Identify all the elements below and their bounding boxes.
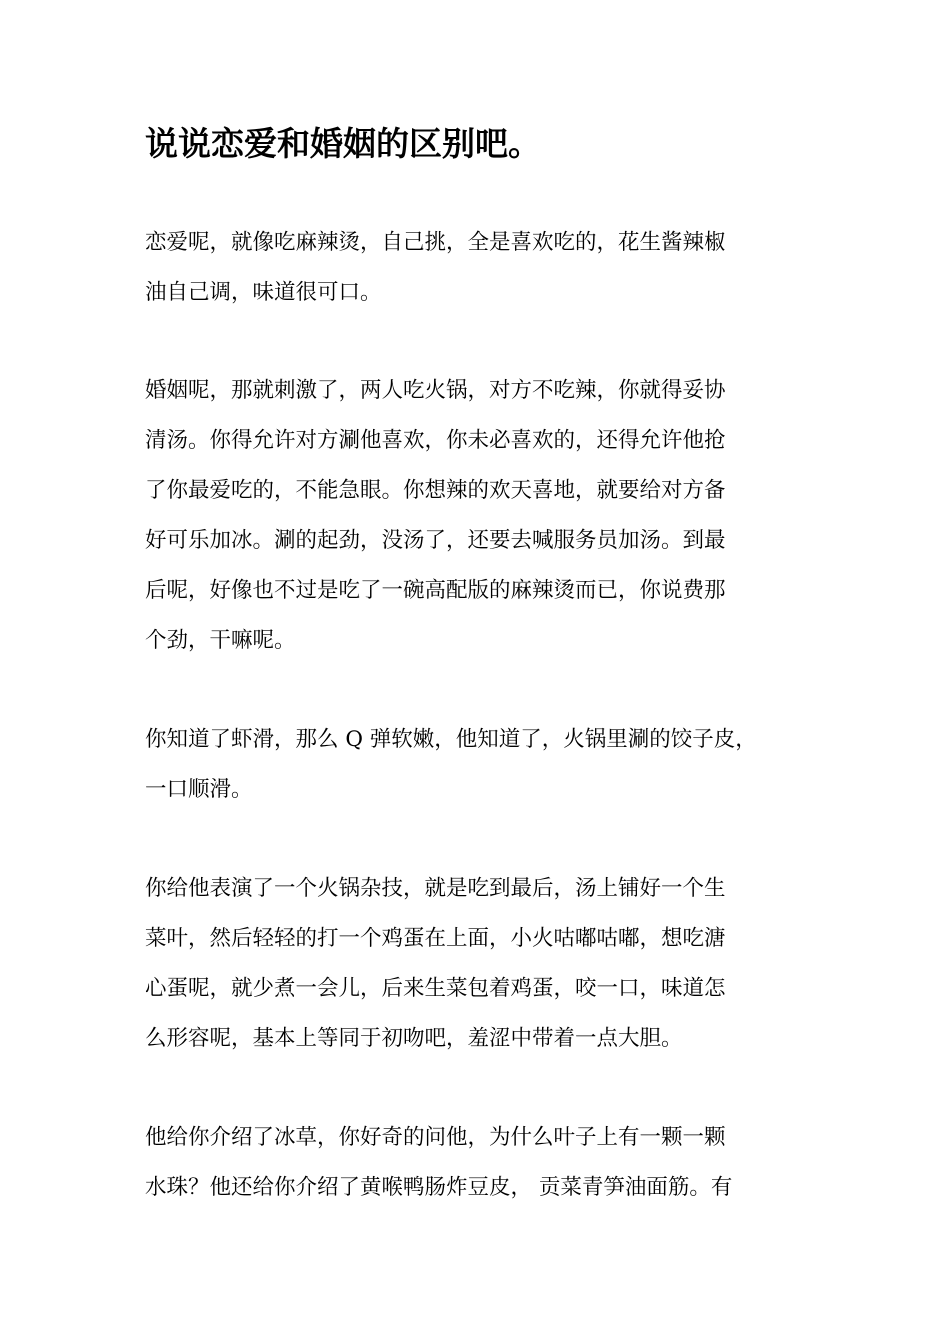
paragraph-line: 么形容呢，基本上等同于初吻吧，羞涩中带着一点大胆。 bbox=[145, 1026, 683, 1051]
paragraph-line: 个劲，干嘛呢。 bbox=[145, 628, 296, 653]
paragraph-line: 你给他表演了一个火锅杂技，就是吃到最后，汤上铺好一个生 bbox=[145, 876, 726, 901]
paragraph-line: 一口顺滑。 bbox=[145, 777, 253, 802]
paragraph-line: 清汤。你得允许对方涮他喜欢，你未必喜欢的，还得允许他抢 bbox=[145, 428, 726, 453]
paragraph-line: 他给你介绍了冰草，你好奇的问他，为什么叶子上有一颗一颗 bbox=[145, 1125, 726, 1150]
paragraph-shrimp bbox=[145, 715, 757, 815]
paragraph-line: 心蛋呢，就少煮一会儿，后来生菜包着鸡蛋，咬一口，味道怎 bbox=[145, 976, 726, 1001]
document-title: 说说恋爱和婚姻的区别吧。 bbox=[145, 124, 541, 163]
paragraph-hotpot-trick bbox=[145, 864, 726, 1064]
paragraph-line: 菜叶，然后轻轻的打一个鸡蛋在上面，小火咕嘟咕嘟，想吃溏 bbox=[145, 926, 726, 951]
paragraph-line: 恋爱呢，就像吃麻辣烫，自己挑，全是喜欢吃的，花生酱辣椒 bbox=[145, 230, 726, 255]
paragraph-love bbox=[145, 218, 726, 318]
paragraph-line: 你知道了虾滑，那么 Q 弹软嫩，他知道了，火锅里涮的饺子皮， bbox=[145, 727, 757, 752]
paragraph-line: 婚姻呢，那就刺激了，两人吃火锅，对方不吃辣，你就得妥协 bbox=[145, 378, 726, 403]
paragraph-line: 油自己调，味道很可口。 bbox=[145, 280, 382, 305]
paragraph-line: 了你最爱吃的，不能急眼。你想辣的欢天喜地，就要给对方备 bbox=[145, 478, 726, 503]
paragraph-ice-plant bbox=[145, 1113, 732, 1213]
paragraph-line: 水珠？他还给你介绍了黄喉鸭肠炸豆皮， 贡菜青笋油面筋。有 bbox=[145, 1175, 733, 1200]
paragraph-line: 后呢，好像也不过是吃了一碗高配版的麻辣烫而已，你说费那 bbox=[145, 578, 726, 603]
paragraph-marriage bbox=[145, 366, 726, 666]
paragraph-line: 好可乐加冰。涮的起劲，没汤了，还要去喊服务员加汤。到最 bbox=[145, 528, 726, 553]
